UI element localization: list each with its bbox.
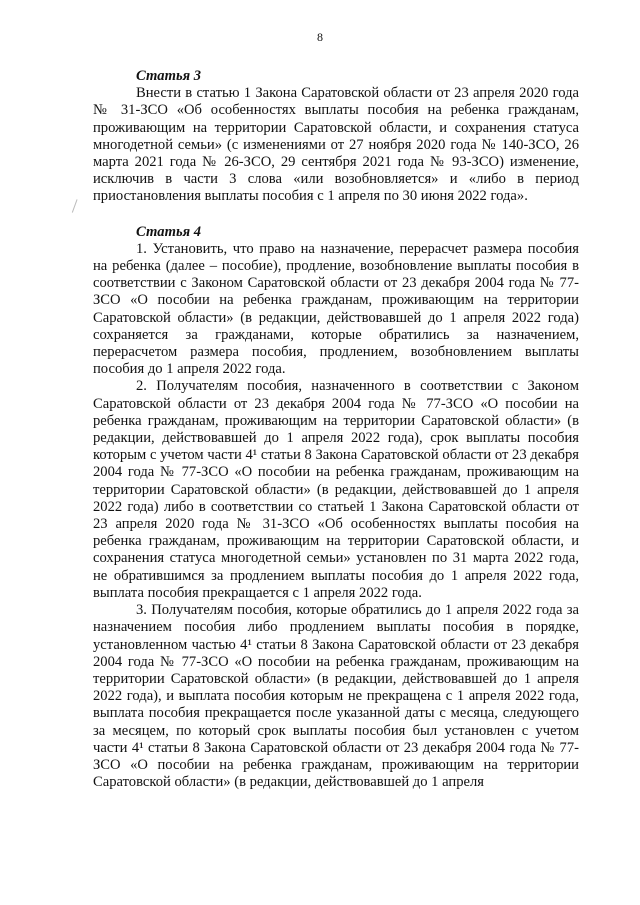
article-3-title: Статья 3 <box>136 68 202 84</box>
margin-pencil-mark <box>72 199 83 215</box>
page-number: 8 <box>317 30 323 44</box>
article-4 <box>93 224 579 792</box>
article-4-title: Статья 4 <box>136 223 202 240</box>
article-3-paragraph: Внести в статью 1 Закона Саратовской области от 23 апреля 2020 года № 31-ЗСО «Об особенностях выплаты пособия на ребенка гражданам, проживающим на территории Саратовской области, и сохранения статуса многодетной семьи» (с изменениями от 27 ноября 2020 года № 140-ЗСО, 26 марта 2021 года № 26-ЗСО, 29 сентября 2021 года № 93-ЗСО) изменение, исключив в части 3 слова «или возобновляется» и «либо в период приостановления выплаты пособия с 1 апреля по 30 июня 2022 года». <box>93 85 579 205</box>
article-3 <box>93 68 579 206</box>
article-4-paragraph-2: 2. Получателям пособия, назначенного в соответствии с Законом Саратовской области от 23 декабря 2004 года № 77-ЗСО «О пособии на ребенка гражданам, проживающим на территории Саратовской области» (в редакции, действовавшей до 1 апреля 2022 года), срок выплаты пособия которым с учетом части 4¹ статьи 8 Закона Саратовской области от 23 декабря 2004 года № 77-ЗСО «О пособии на ребенка гражданам, проживающим на территории Саратовской области» (в редакции, действовавшей до 1 апреля 2022 года) либо в соответствии со статьей 1 Закона Саратовской области от 23 апреля 2020 года № 31-ЗСО «Об особенностях выплаты пособия на ребенка гражданам, проживающим на территории Саратовской области, и сохранения статуса многодетной семьи» установлен по 31 марта 2022 года, не обратившимся за продлением выплаты пособия до 1 апреля 2022 года, выплата пособия прекращается с 1 апреля 2022 года. <box>93 378 579 601</box>
article-4-paragraph-3: 3. Получателям пособия, которые обратились до 1 апреля 2022 года за назначением пособия либо продлением выплаты пособия в порядке, установленном частью 4¹ статьи 8 Закона Саратовской области от 23 декабря 2004 года № 77-ЗСО «О пособии на ребенка гражданам, проживающим на территории Саратовской области» (в редакции, действовавшей до 1 апреля 2022 года), и выплата пособия которым не прекращена с 1 апреля 2022 года, выплата пособия прекращается после указанной даты с месяца, следующего за месяцем, по который срок выплаты пособия был установлен с учетом части 4¹ статьи 8 Закона Саратовской области от 23 декабря 2004 года № 77-ЗСО «О пособии на ребенка гражданам, проживающим на территории Саратовской области» (в редакции, действовавшей до 1 апреля <box>93 602 579 791</box>
document-body <box>93 68 579 791</box>
article-4-paragraph-1: 1. Установить, что право на назначение, перерасчет размера пособия на ребенка (далее – пособие), продление, возобновление выплаты пособия в соответствии с Законом Саратовской области от 23 декабря 2004 года № 77-ЗСО «О пособии на ребенка гражданам, проживающим на территории Саратовской области» (в редакции, действовавшей до 1 апреля 2022 года) сохраняется за гражданами, которые обратились за назначением, перерасчетом размера пособия, продлением, возобновлением выплаты пособия до 1 апреля 2022 года. <box>93 240 579 378</box>
